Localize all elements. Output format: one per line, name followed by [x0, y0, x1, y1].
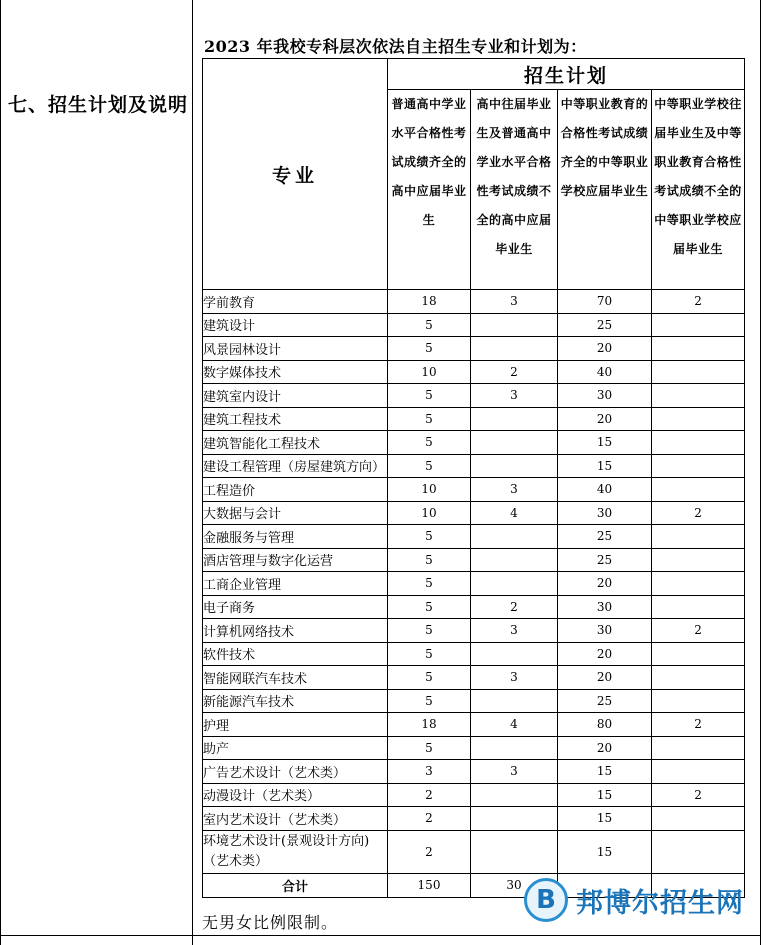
major-cell: 室内艺术设计（艺术类）: [203, 807, 388, 831]
major-cell: 数字媒体技术: [203, 360, 388, 384]
plan-cell-b: [471, 736, 558, 760]
plan-cell-b: [471, 431, 558, 455]
table-row: [203, 478, 745, 502]
plan-cell-b: [471, 572, 558, 596]
plan-cell-c: 30: [558, 595, 652, 619]
major-cell: 广告艺术设计（艺术类）: [203, 760, 388, 784]
plan-cell-c: 20: [558, 407, 652, 431]
plan-cell-b: [471, 783, 558, 807]
table-row: [203, 290, 745, 314]
table-row: [203, 501, 745, 525]
major-cell: 计算机网络技术: [203, 619, 388, 643]
major-cell: 建筑室内设计: [203, 384, 388, 408]
outer-left-border: [0, 0, 1, 945]
plan-cell-a: 5: [388, 431, 471, 455]
major-cell: 建筑设计: [203, 313, 388, 337]
major-cell: 金融服务与管理: [203, 525, 388, 549]
major-cell: 建设工程管理（房屋建筑方向）: [203, 454, 388, 478]
major-cell: 环境艺术设计(景观设计方向)（艺术类）: [203, 830, 388, 873]
plan-cell-a: 5: [388, 548, 471, 572]
plan-cell-b: [471, 337, 558, 361]
plan-cell-c: 25: [558, 548, 652, 572]
plan-cell-b: [471, 642, 558, 666]
intro-text: 2023 年我校专科层次依法自主招生专业和计划为：: [204, 37, 587, 56]
table-row: [203, 337, 745, 361]
major-cell: 风景园林设计: [203, 337, 388, 361]
plan-cell-d: [652, 407, 745, 431]
plan-cell-b: [471, 407, 558, 431]
plan-cell-d: [652, 642, 745, 666]
major-header: 专业: [203, 59, 388, 290]
bottom-border: [0, 935, 761, 936]
major-cell: 动漫设计（艺术类）: [203, 783, 388, 807]
plan-cell-c: 30: [558, 384, 652, 408]
plan-cell-b: 3: [471, 478, 558, 502]
table-row: [203, 830, 745, 873]
table-row: [203, 713, 745, 737]
plan-cell-c: 15: [558, 830, 652, 873]
plan-cell-a: 2: [388, 783, 471, 807]
plan-cell-d: [652, 689, 745, 713]
table-row: [203, 431, 745, 455]
plan-cell-a: 10: [388, 478, 471, 502]
plan-cell-d: [652, 384, 745, 408]
major-cell: 工程造价: [203, 478, 388, 502]
major-cell: 软件技术: [203, 642, 388, 666]
major-cell: 工商企业管理: [203, 572, 388, 596]
column-divider: [192, 0, 193, 945]
plan-cell-b: [471, 454, 558, 478]
major-cell: 助产: [203, 736, 388, 760]
plan-cell-a: 5: [388, 619, 471, 643]
total-a: 150: [388, 873, 471, 897]
plan-cell-b: [471, 525, 558, 549]
plan-cell-b: 3: [471, 666, 558, 690]
plan-cell-a: 5: [388, 313, 471, 337]
table-body: [203, 290, 745, 874]
plan-cell-a: 5: [388, 595, 471, 619]
plan-cell-c: 15: [558, 431, 652, 455]
plan-cell-a: 5: [388, 666, 471, 690]
category-header: 中等职业学校往届毕业生及中等职业教育合格性考试成绩不全的中等职业学校应届毕业生: [652, 90, 745, 290]
watermark-logo-icon: B: [524, 878, 568, 922]
plan-cell-b: [471, 548, 558, 572]
major-cell: 酒店管理与数字化运营: [203, 548, 388, 572]
plan-cell-b: 3: [471, 290, 558, 314]
plan-cell-a: 5: [388, 384, 471, 408]
table-row: [203, 736, 745, 760]
plan-cell-b: 3: [471, 760, 558, 784]
plan-cell-d: 2: [652, 501, 745, 525]
plan-cell-c: 20: [558, 337, 652, 361]
plan-cell-c: 80: [558, 713, 652, 737]
table-row: [203, 642, 745, 666]
plan-cell-c: 15: [558, 807, 652, 831]
note-text: 无男女比例限制。: [202, 913, 339, 932]
plan-cell-d: [652, 313, 745, 337]
plan-cell-d: [652, 478, 745, 502]
plan-cell-d: [652, 548, 745, 572]
plan-cell-d: [652, 360, 745, 384]
watermark-text: 邦博尔招生网: [576, 887, 744, 919]
plan-cell-d: [652, 807, 745, 831]
plan-cell-b: [471, 689, 558, 713]
table-row: [203, 548, 745, 572]
plan-cell-a: 18: [388, 713, 471, 737]
plan-cell-a: 5: [388, 572, 471, 596]
table-row: [203, 666, 745, 690]
plan-cell-b: 4: [471, 501, 558, 525]
plan-cell-d: [652, 572, 745, 596]
plan-cell-a: 5: [388, 642, 471, 666]
plan-cell-c: 15: [558, 454, 652, 478]
total-label: 合计: [203, 873, 388, 897]
plan-cell-c: 20: [558, 666, 652, 690]
plan-cell-d: [652, 595, 745, 619]
plan-cell-c: 15: [558, 783, 652, 807]
plan-header: 招生计划: [388, 59, 745, 90]
plan-cell-a: 18: [388, 290, 471, 314]
table-row: [203, 454, 745, 478]
category-header: 高中往届毕业生及普通高中学业水平合格性考试成绩不全的高中应届毕业生: [471, 90, 558, 290]
major-cell: 新能源汽车技术: [203, 689, 388, 713]
major-cell: 大数据与会计: [203, 501, 388, 525]
category-header: 中等职业教育的合格性考试成绩齐全的中等职业学校应届毕业生: [558, 90, 652, 290]
plan-cell-c: 25: [558, 313, 652, 337]
plan-cell-d: [652, 666, 745, 690]
plan-cell-c: 20: [558, 736, 652, 760]
table-row: [203, 572, 745, 596]
plan-cell-a: 2: [388, 807, 471, 831]
plan-cell-a: 5: [388, 337, 471, 361]
plan-cell-d: 2: [652, 619, 745, 643]
table-row: [203, 807, 745, 831]
table-row: [203, 760, 745, 784]
table-row: [203, 384, 745, 408]
category-header: 普通高中学业水平合格性考试成绩齐全的高中应届毕业生: [388, 90, 471, 290]
table-row: [203, 595, 745, 619]
plan-cell-b: [471, 313, 558, 337]
major-cell: 护理: [203, 713, 388, 737]
table-row: [203, 689, 745, 713]
plan-cell-b: 2: [471, 595, 558, 619]
table-row: [203, 783, 745, 807]
table-row: [203, 525, 745, 549]
plan-cell-d: [652, 830, 745, 873]
plan-cell-d: 2: [652, 713, 745, 737]
section-label: 七、招生计划及说明: [8, 94, 189, 116]
plan-cell-d: 2: [652, 783, 745, 807]
plan-cell-c: 25: [558, 525, 652, 549]
plan-cell-a: 10: [388, 360, 471, 384]
plan-cell-a: 10: [388, 501, 471, 525]
outer-right-border: [760, 0, 761, 945]
plan-cell-a: 5: [388, 454, 471, 478]
plan-cell-a: 2: [388, 830, 471, 873]
plan-cell-d: [652, 736, 745, 760]
table-row: [203, 313, 745, 337]
major-cell: 电子商务: [203, 595, 388, 619]
major-cell: 智能网联汽车技术: [203, 666, 388, 690]
plan-cell-a: 5: [388, 736, 471, 760]
plan-cell-c: 20: [558, 572, 652, 596]
plan-cell-c: 30: [558, 501, 652, 525]
table-row: [203, 619, 745, 643]
plan-cell-d: [652, 454, 745, 478]
plan-cell-d: [652, 760, 745, 784]
total-b: 30: [471, 873, 558, 897]
plan-cell-a: 5: [388, 407, 471, 431]
plan-cell-c: 30: [558, 619, 652, 643]
major-cell: 建筑工程技术: [203, 407, 388, 431]
plan-cell-b: 4: [471, 713, 558, 737]
plan-cell-d: [652, 525, 745, 549]
plan-cell-d: 2: [652, 290, 745, 314]
plan-cell-c: 40: [558, 360, 652, 384]
plan-cell-b: 3: [471, 384, 558, 408]
plan-cell-d: [652, 431, 745, 455]
major-cell: 建筑智能化工程技术: [203, 431, 388, 455]
enrollment-plan-table: [202, 58, 745, 898]
plan-cell-d: [652, 337, 745, 361]
plan-cell-c: 70: [558, 290, 652, 314]
plan-cell-a: 5: [388, 525, 471, 549]
plan-cell-b: [471, 807, 558, 831]
plan-cell-c: 15: [558, 760, 652, 784]
plan-cell-c: 20: [558, 642, 652, 666]
plan-cell-a: 5: [388, 689, 471, 713]
plan-cell-c: 40: [558, 478, 652, 502]
table-row: [203, 360, 745, 384]
plan-cell-b: [471, 830, 558, 873]
plan-cell-a: 3: [388, 760, 471, 784]
plan-cell-b: 2: [471, 360, 558, 384]
plan-cell-c: 25: [558, 689, 652, 713]
watermark: [524, 878, 744, 922]
plan-cell-b: 3: [471, 619, 558, 643]
table-row: [203, 407, 745, 431]
major-cell: 学前教育: [203, 290, 388, 314]
